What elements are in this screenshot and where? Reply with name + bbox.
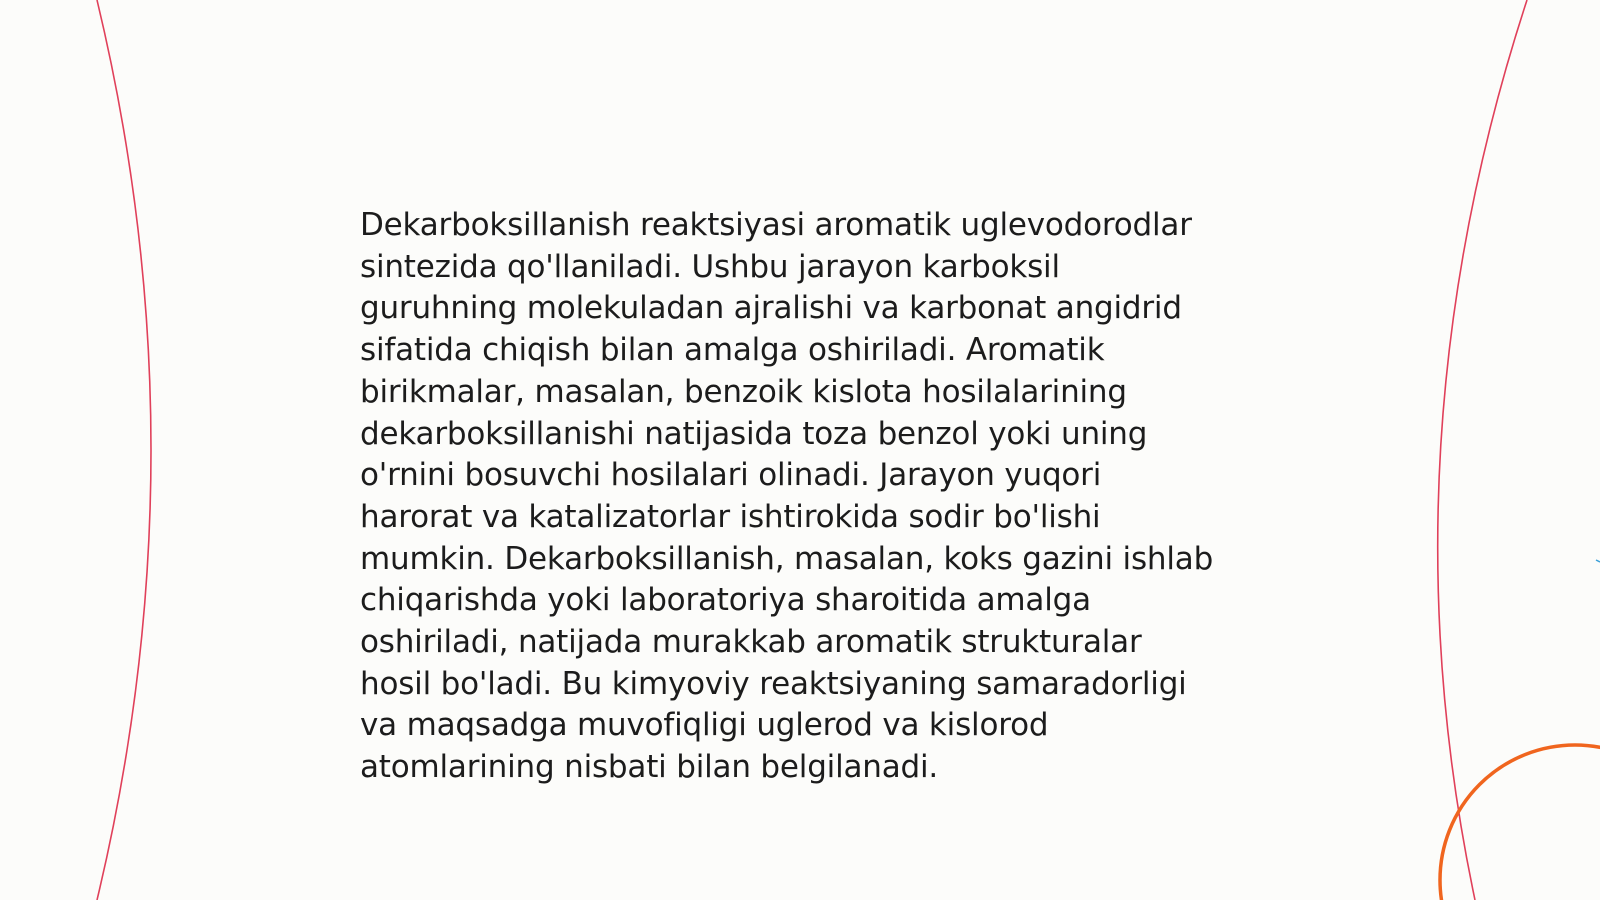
left-arc-line: [97, 0, 151, 900]
orange-ring: [1440, 745, 1600, 900]
edge-tick-mark: [1596, 560, 1600, 562]
body-paragraph: Dekarboksillanish reaktsiyasi aromatik uglevodorodlar sintezida qo'llaniladi. Ushbu jarayon karboksil guruhning molekuladan ajralishi va karbonat angidrid sifatida chiqish bilan amalga oshiriladi. Aromatik birikmalar, masalan, benzoik kislota hosilalarining dekarboksillanishi natijasida toza benzol yoki uning o'rnini bosuvchi hosilalari olinadi. Jarayon yuqori harorat va katalizatorlar ishtirokida sodir bo'lishi mumkin. Dekarboksillanish, masalan, koks gazini ishlab chiqarishda yoki laboratoriya sharoitida amalga oshiriladi, natijada murakkab aromatik strukturalar hosil bo'ladi. Bu kimyoviy reaktsiyaning samaradorligi va maqsadga muvofiqligi uglerod va kislorod atomlarining nisbati bilan belgilanadi.: [360, 207, 1214, 786]
right-arc-line: [1438, 0, 1527, 900]
